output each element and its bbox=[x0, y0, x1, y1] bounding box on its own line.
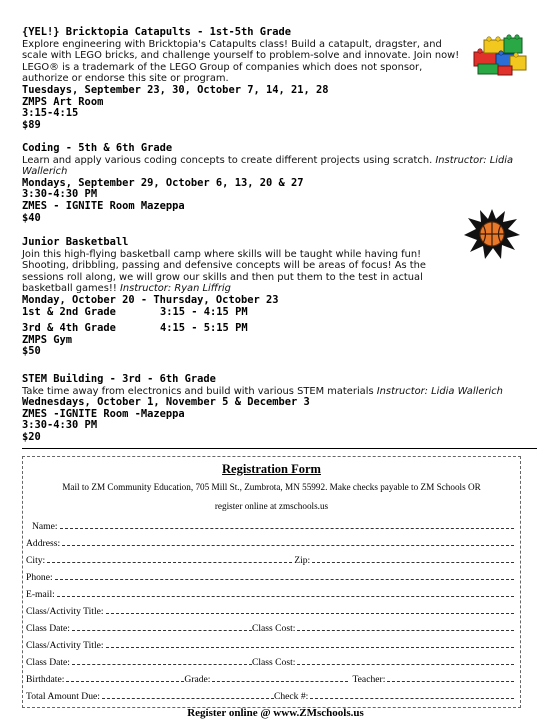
total-input[interactable] bbox=[102, 698, 274, 699]
stem-section bbox=[22, 374, 537, 444]
basketball-instructor: Instructor: Ryan Liffrig bbox=[119, 283, 231, 295]
coding-description: Learn and apply various coding concepts to create different projects using scratch. Instructor: Lidia Wallerich bbox=[22, 154, 514, 178]
coding-time: 3:30-4:30 PM bbox=[22, 188, 98, 201]
class-cost-label-1: Class Cost: bbox=[251, 623, 296, 634]
phone-label: Phone: bbox=[26, 572, 53, 583]
coding-section bbox=[22, 143, 531, 224]
stem-time: 3:30-4:30 PM bbox=[22, 419, 98, 432]
check-input[interactable] bbox=[310, 698, 514, 699]
catapults-price: $89 bbox=[22, 118, 41, 131]
class-date-label-2: Class Date: bbox=[26, 657, 70, 668]
stem-description: Take time away from electronics and build with various STEM materials Instructor: Lidia Wallerich bbox=[22, 385, 503, 397]
mail-instructions-line1: Mail to ZM Community Education, 705 Mill St., Zumbrota, MN 55992. Make checks payable to ZM Schools OR bbox=[62, 482, 481, 492]
registration-form bbox=[22, 456, 521, 708]
address-label: Address: bbox=[26, 538, 61, 549]
class-date-cost-row-2 bbox=[26, 654, 514, 668]
name-label: Name: bbox=[32, 521, 58, 532]
city-input[interactable] bbox=[47, 562, 292, 563]
class-cost-input-2[interactable] bbox=[297, 664, 514, 665]
catapults-section bbox=[22, 27, 467, 131]
section-divider bbox=[22, 448, 537, 449]
class-title-field-1[interactable] bbox=[26, 603, 514, 617]
coding-dates: Mondays, September 29, October 6, 13, 20 & 27 bbox=[22, 176, 304, 189]
teacher-label: Teacher: bbox=[352, 674, 386, 685]
form-title: Registration Form bbox=[222, 462, 321, 476]
city-label: City: bbox=[26, 555, 46, 566]
class-date-input-2[interactable] bbox=[72, 664, 252, 665]
email-field[interactable] bbox=[26, 586, 514, 600]
stem-price: $20 bbox=[22, 430, 41, 443]
zip-input[interactable] bbox=[312, 562, 514, 563]
class-cost-input-1[interactable] bbox=[297, 630, 514, 631]
basketball-group-1: 1st & 2nd Grade 3:15 - 4:15 PM bbox=[22, 305, 248, 318]
grade-label: Grade: bbox=[184, 674, 211, 685]
total-label: Total Amount Due: bbox=[26, 691, 100, 702]
total-check-row bbox=[26, 688, 514, 702]
basketball-title: Junior Basketball bbox=[22, 236, 129, 248]
email-label: E-mail: bbox=[26, 589, 55, 600]
catapults-description: Explore engineering with Bricktopia's Catapults class! Build a catapult, dragster, and scale with LEGO bricks, and challenge yourself to problem-solve and innovate. Join now! LEGO® is a trademark of the LEGO Group of companies which does not sponsor, authorize or endorse this site or program. bbox=[22, 38, 460, 85]
class-cost-label-2: Class Cost: bbox=[251, 657, 296, 668]
birthdate-input[interactable] bbox=[66, 681, 184, 682]
stem-title: STEM Building - 3rd - 6th Grade bbox=[22, 373, 216, 385]
birthdate-label: Birthdate: bbox=[26, 674, 65, 685]
class-date-cost-row-1 bbox=[26, 620, 514, 634]
mail-instructions-line2: register online at zmschools.us bbox=[214, 501, 329, 511]
basketball-section bbox=[22, 237, 531, 358]
city-zip-row bbox=[26, 552, 514, 566]
catapults-time: 3:15-4:15 bbox=[22, 107, 79, 120]
stem-location: ZMES -IGNITE Room -Mazeppa bbox=[22, 407, 185, 420]
basketball-group-2: 3rd & 4th Grade 4:15 - 5:15 PM bbox=[22, 322, 248, 335]
basketball-description: Join this high-flying basketball camp where skills will be taught while having fun! Shooting, dribbling, passing and defensive concepts will be areas of focus! As the sessions roll along, we will grow our skills and then put them to the test in actual basketball games!! Instructor: Ryan Liffrig bbox=[22, 248, 427, 295]
coding-location: ZMES - IGNITE Room Mazeppa bbox=[22, 199, 185, 212]
catapults-title: {YEL!} Bricktopia Catapults - 1st-5th Grade bbox=[22, 26, 291, 38]
coding-instructor: Instructor: Lidia Wallerich bbox=[22, 154, 514, 178]
grade-input[interactable] bbox=[212, 681, 348, 682]
class-date-label-1: Class Date: bbox=[26, 623, 70, 634]
lego-bricks-icon bbox=[470, 30, 530, 78]
footer-register-online[interactable]: Register online @ www.ZMschools.us bbox=[187, 707, 364, 719]
catapults-dates: Tuesdays, September 23, 30, October 7, 14, 21, 28 bbox=[22, 83, 329, 96]
check-label: Check #: bbox=[273, 691, 309, 702]
class-title-label-1: Class/Activity Title: bbox=[26, 606, 104, 617]
zip-label: Zip: bbox=[294, 555, 311, 566]
coding-title: Coding - 5th & 6th Grade bbox=[22, 142, 173, 154]
stem-dates: Wednesdays, October 1, November 5 & December 3 bbox=[22, 396, 310, 409]
catapults-location: ZMPS Art Room bbox=[22, 95, 104, 108]
stem-instructor: Instructor: Lidia Wallerich bbox=[376, 385, 503, 397]
basketball-location: ZMPS Gym bbox=[22, 333, 73, 346]
address-field[interactable] bbox=[26, 535, 514, 549]
basketball-price: $50 bbox=[22, 345, 41, 358]
class-title-label-2: Class/Activity Title: bbox=[26, 640, 104, 651]
teacher-input[interactable] bbox=[387, 681, 514, 682]
class-date-input-1[interactable] bbox=[72, 630, 252, 631]
basketball-dates: Monday, October 20 - Thursday, October 23 bbox=[22, 293, 279, 306]
birthdate-grade-teacher-row bbox=[26, 671, 514, 685]
class-title-field-2[interactable] bbox=[26, 637, 514, 651]
coding-price: $40 bbox=[22, 211, 41, 224]
name-field[interactable] bbox=[32, 518, 514, 532]
phone-field[interactable] bbox=[26, 569, 514, 583]
